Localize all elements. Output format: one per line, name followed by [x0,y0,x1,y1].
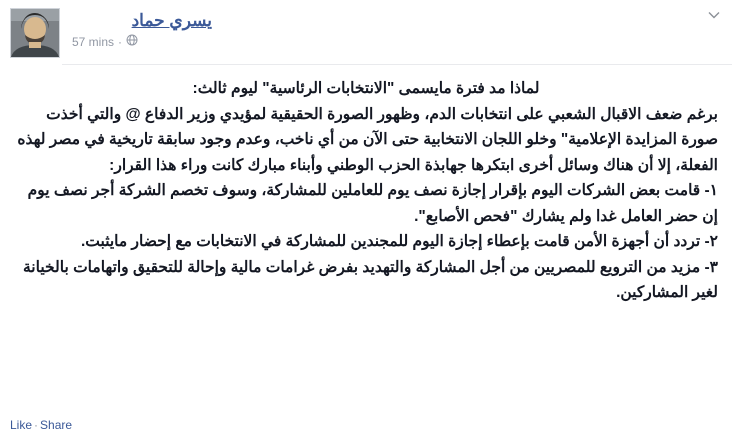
meta-separator: · [118,34,123,49]
footer-separator: · [34,418,39,432]
post-timestamp[interactable]: 57 mins [72,34,115,49]
globe-icon[interactable] [126,34,138,49]
post-header [0,0,732,66]
share-button[interactable]: Share [40,418,73,432]
header-divider [62,64,732,65]
post-text-paragraph-1: برغم ضعف الاقبال الشعبي على انتخابات الدم، وظهور الصورة الحقيقية لمؤيدي وزير الدفاع @ والتي أخذت صورة المزايدة الإعلامية" وخلو اللجان الانتخابية حتى الآن من أي ناخب، وعدم وجود سابقة تاريخية في مصر لهذه الفعلة، إلا أن هناك وسائل أخرى ابتكرها جهابذة الحزب الوطني وأبناء مبارك كانت وراء هذا القرار: [17,105,718,174]
like-button[interactable]: Like [10,418,33,432]
post-footer [0,418,732,432]
post-text-item-2: ٢- تردد أن أجهزة الأمن قامت بإعطاء إجازة اليوم للمجندين للمشاركة في الانتخابات مع إحضار مايثبت. [80,233,718,250]
author-name-link[interactable]: يسري حماد [131,11,212,30]
post-meta [72,34,722,49]
post-body [0,66,732,306]
post-text-item-3: ٣- مزيد من الترويع للمصريين من أجل المشاركة والتهديد بفرض غرامات مالية وإحالة للتحقيق واتهامات بالخيانة لغير المشاركين. [22,258,718,301]
post-text-item-1: ١- قامت بعض الشركات اليوم بإقرار إجازة نصف يوم للعاملين للمشاركة، وسوف تخصم الشركة أجر نصف يوم إن حضر العامل غدا ولم يشارك "فحص الأصابع". [27,182,718,225]
avatar-image [11,9,59,57]
post-text-intro: لماذا مد فترة مايسمى "الانتخابات الرئاسية" ليوم ثالث: [192,80,540,97]
post-menu-button[interactable] [704,6,724,24]
chevron-down-icon [708,11,720,19]
avatar[interactable] [10,8,60,58]
author-block [72,8,722,32]
